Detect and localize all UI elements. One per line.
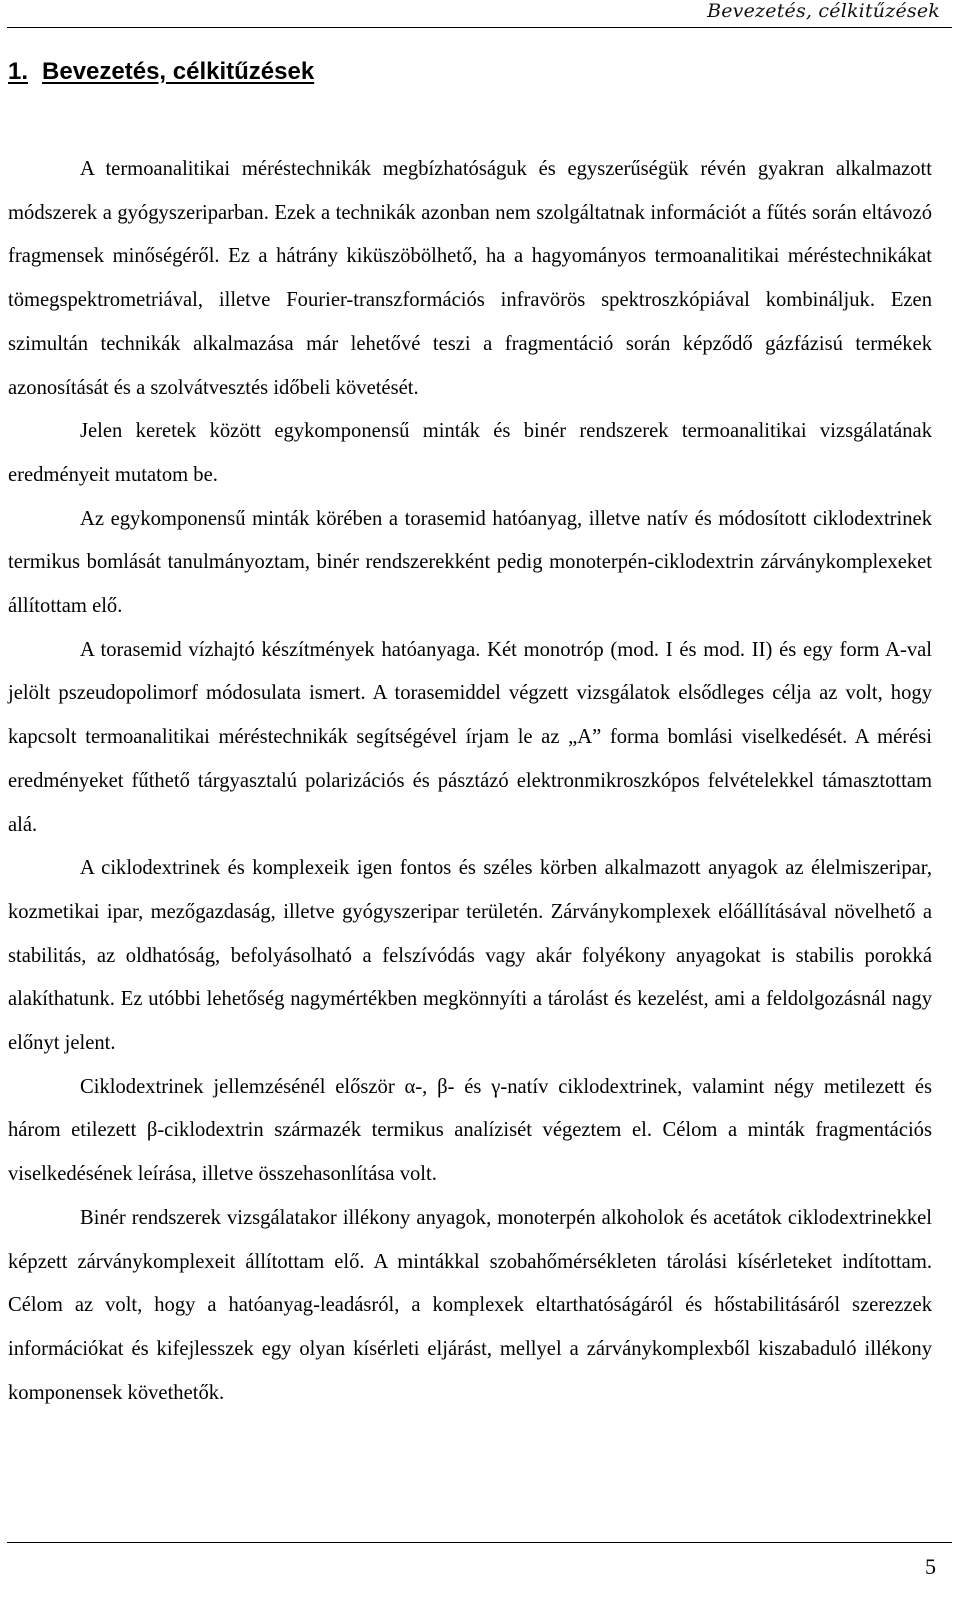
paragraph-intro: A termoanalitikai méréstechnikák megbízhatóságuk és egyszerűségük révén gyakran alkalmazott módszerek a gyógyszeriparban. Ezek a technikák azonban nem szolgáltatnak információt a fűtés során eltávozó fragmensek minőségéről. Ez a hátrány kiküszöbölhető, ha a hagyományos termoanalitikai méréstechnikákat tömegspektrometriával, illetve Fourier-transzformációs infravörös spektroszkópiával kombináljuk. Ezen szimultán technikák alkalmazása már lehetővé teszi a fragmentáció során képződő gázfázisú termékek azonosítását és a szolvátvesztés időbeli követését. — [8, 158, 932, 399]
body-text — [8, 148, 932, 1415]
paragraph-scope: Jelen keretek között egykomponensű minták és binér rendszerek termoanalitikai vizsgálatának eredményeit mutatom be. — [8, 420, 932, 486]
paragraph-cyclodextrins: A ciklodextrinek és komplexeik igen fontos és széles körben alkalmazott anyagok az élelmiszeripar, kozmetikai ipar, mezőgazdaság, illetve gyógyszeripar területén. Zárványkomplexek előállításával növelhető a stabilitás, az oldhatóság, befolyásolható a felszívódás vagy akár folyékony anyagokat is stabilis porokká alakíthatunk. Ez utóbbi lehetőség nagymértékben megkönnyíti a tárolást és kezelést, ami a feldolgozásnál nagy előnyt jelent. — [8, 857, 932, 1055]
paragraph-torasemid: A torasemid vízhajtó készítmények hatóanyaga. Két monotróp (mod. I és mod. II) és egy form A-val jelölt pszeudopolimorf módosulata ismert. A torasemiddel végzett vizsgálatok elsődleges célja az volt, hogy kapcsolt termoanalitikai méréstechnikák segítségével írjam le az „A” forma bomlási viselkedését. A mérési eredményeket fűthető tárgyasztalú polarizációs és pásztázó elektronmikroszkópos felvételekkel támasztottam alá. — [8, 638, 932, 836]
paragraph-characterization: Ciklodextrinek jellemzésénél először α-, β- és γ-natív ciklodextrinek, valamint négy metilezett és három etilezett β-ciklodextrin származék termikus analízisét végeztem el. Célom a minták fragmentációs viselkedésének leírása, illetve összehasonlítása volt. — [8, 1075, 932, 1186]
chapter-title-text: Bevezetés, célkitűzések — [42, 58, 315, 85]
running-header: Bevezetés, célkitűzések — [707, 0, 940, 22]
header-rule — [7, 27, 952, 28]
paragraph-samples: Az egykomponensű minták körében a torasemid hatóanyag, illetve natív és módosított ciklodextrinek termikus bomlását tanulmányoztam, binér rendszerekként pedig monoterpén-ciklodextrin zárványkomplexeket állítottam elő. — [8, 507, 932, 618]
footer-rule — [7, 1542, 952, 1543]
page-number: 5 — [925, 1554, 936, 1579]
chapter-number: 1. — [8, 58, 29, 85]
chapter-title — [8, 58, 314, 86]
paragraph-binary-systems: Binér rendszerek vizsgálatakor illékony anyagok, monoterpén alkoholok és acetátok ciklodextrinekkel képzett zárványkomplexeit állítottam elő. A mintákkal szobahőmérsékleten tárolási kísérleteket indítottam. Célom az volt, hogy a hatóanyag-leadásról, a komplexek eltarthatóságáról és hőstabilitásáról szerezzek információkat és kifejlesszek egy olyan kísérleti eljárást, mellyel a zárványkomplexből kiszabaduló illékony komponensek követhetők. — [8, 1206, 932, 1404]
